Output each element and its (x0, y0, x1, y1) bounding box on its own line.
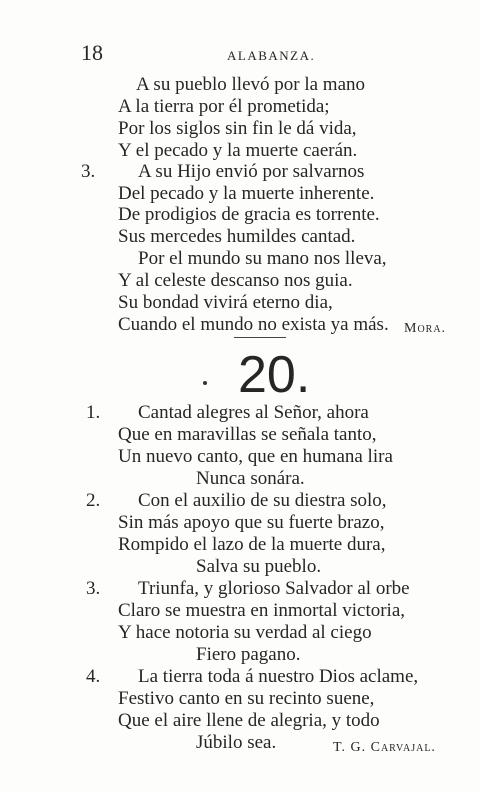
verse-line: Júbilo sea. (196, 732, 277, 753)
verse-line: Del pecado y la muerte inherente. (118, 183, 375, 204)
hymn-number: 20. (238, 346, 311, 404)
verse-line: A su Hijo envió por salvarnos (138, 161, 365, 182)
verse-line: Que el aire llene de alegria, y todo (118, 710, 380, 731)
verse-line: Y hace notoria su verdad al ciego (118, 622, 372, 643)
verse-line: Salva su pueblo. (196, 556, 322, 577)
verse-line: La tierra toda á nuestro Dios aclame, (138, 666, 419, 687)
stanza-number: 4. (86, 666, 101, 687)
author-attribution: T. G. Carvajal. (333, 740, 436, 755)
verse-line: Su bondad vivirá eterno dia, (118, 292, 333, 313)
verse-line: Por los siglos sin fin le dá vida, (118, 118, 357, 139)
verse-line: Claro se muestra en inmortal victoria, (118, 600, 406, 621)
verse-line: Y al celeste descanso nos guia. (118, 270, 353, 291)
verse-line: Por el mundo su mano nos lleva, (138, 248, 387, 269)
stanza-number: 2. (86, 490, 101, 511)
verse-line: Y el pecado y la muerte caerán. (118, 140, 358, 161)
verse-line: A su pueblo llevó por la mano (136, 74, 366, 95)
verse-line: Un nuevo canto, que en humana lira (118, 446, 393, 467)
stanza-number: 3. (86, 578, 101, 599)
page-number: 18 (81, 40, 103, 65)
verse-line: Sus mercedes humildes cantad. (118, 226, 356, 247)
verse-line: Cantad alegres al Señor, ahora (138, 402, 369, 423)
verse-line: Triunfa, y glorioso Salvador al orbe (138, 578, 410, 599)
verse-line: Nunca sonára. (196, 468, 305, 489)
verse-line: Con el auxilio de su diestra solo, (138, 490, 387, 511)
divider-rule (234, 337, 286, 338)
verse-line: Fiero pagano. (196, 644, 301, 665)
verse-line: Que en maravillas se señala tanto, (118, 424, 377, 445)
author-attribution: Mora. (404, 321, 447, 336)
stanza-number: 1. (86, 402, 101, 423)
stanza-number: 3. (81, 161, 96, 182)
verse-line: A la tierra por él prometida; (118, 96, 330, 117)
verse-line: Sin más apoyo que su fuerte brazo, (118, 512, 385, 533)
verse-line: De prodigios de gracia es torrente. (118, 204, 380, 225)
verse-line: Cuando el mundo no exista ya más. (118, 314, 389, 335)
stray-dot (203, 381, 207, 385)
verse-line: Rompido el lazo de la muerte dura, (118, 534, 386, 555)
verse-line: Festivo canto en su recinto suene, (118, 688, 375, 709)
running-head: ALABANZA. (227, 48, 316, 63)
